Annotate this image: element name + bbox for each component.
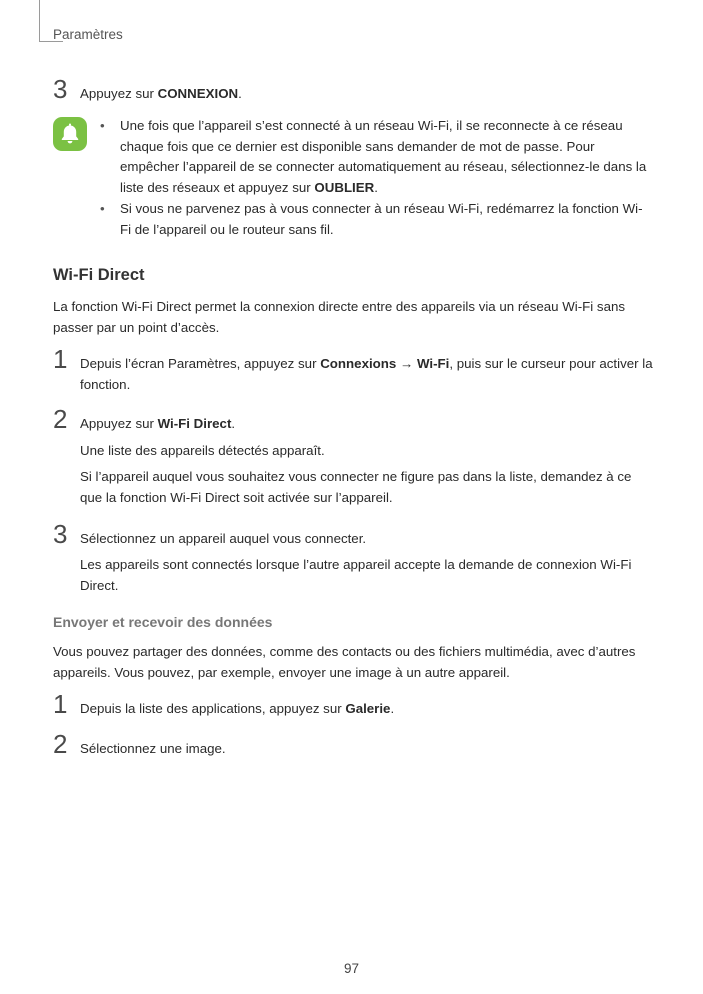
step-number: 1 (53, 344, 68, 374)
step-number: 1 (53, 689, 68, 719)
send-receive-intro: Vous pouvez partager des données, comme des contacts ou des fichiers multimédia, avec d’autres appareils. Vous pouvez, par exemple, envoyer une image à un autre appareil. (53, 644, 636, 680)
step-text: Depuis l’écran Paramètres, appuyez sur Connexions → Wi-Fi, puis sur le curseur pour activer la fonction. (80, 356, 653, 392)
note-bullet-1 (100, 116, 650, 198)
step-2-paragraph-1: Une liste des appareils détectés apparaît. (80, 443, 325, 458)
wifi-direct-step-1 (53, 344, 653, 395)
step-number: 2 (53, 404, 68, 434)
bullet-text: Une fois que l’appareil s’est connecté à un réseau Wi-Fi, il se reconnecte à ce réseau chaque fois que ce dernier est disponible sans demander de mot de passe. Pour empêcher l’appareil de se connecter automatiquement au réseau, sélectionnez-le dans la liste des réseaux et appuyez sur OUBLIER. (120, 118, 647, 195)
step-text: Appuyez sur Wi-Fi Direct. (80, 416, 236, 431)
step-number: 2 (53, 729, 68, 759)
send-receive-step-1 (53, 689, 653, 720)
bullet-text: Si vous ne parvenez pas à vous connecter à un réseau Wi-Fi, redémarrez la fonction Wi-Fi de l’appareil ou le routeur sans fil. (120, 201, 643, 237)
wifi-direct-step-2 (53, 404, 653, 435)
step-text: Depuis la liste des applications, appuyez sur Galerie. (80, 701, 395, 716)
wifi-direct-intro: La fonction Wi-Fi Direct permet la connexion directe entre des appareils via un réseau Wi-Fi sans passer par un point d’accès. (53, 299, 626, 335)
step-text: Appuyez sur CONNEXION. (80, 86, 242, 101)
step-2-paragraph-2: Si l’appareil auquel vous souhaitez vous connecter ne figure pas dans la liste, demandez à ce que la fonction Wi-Fi Direct soit activée sur l’appareil. (80, 469, 632, 505)
bullet-dot: • (100, 201, 105, 216)
step-3-paragraph-1: Les appareils sont connectés lorsque l’autre appareil accepte la demande de connexion Wi-Fi Direct. (80, 557, 632, 593)
page-number: 97 (343, 961, 360, 976)
bell-icon (53, 117, 87, 151)
section-heading-wifi-direct: Wi-Fi Direct (53, 266, 145, 284)
subheading-send-receive: Envoyer et recevoir des données (53, 614, 273, 630)
send-receive-step-2 (53, 729, 653, 760)
wifi-direct-step-3 (53, 519, 653, 550)
section-header: Paramètres (53, 27, 123, 42)
step-number: 3 (53, 519, 68, 549)
note-bullet-2 (100, 199, 650, 240)
header-corner-line-vertical (39, 0, 40, 42)
note-bell-icon (53, 117, 87, 151)
step-text: Sélectionnez un appareil auquel vous connecter. (80, 531, 367, 546)
step-connexion (53, 74, 653, 105)
step-number: 3 (53, 74, 68, 104)
bullet-dot: • (100, 118, 105, 133)
step-text: Sélectionnez une image. (80, 741, 226, 756)
